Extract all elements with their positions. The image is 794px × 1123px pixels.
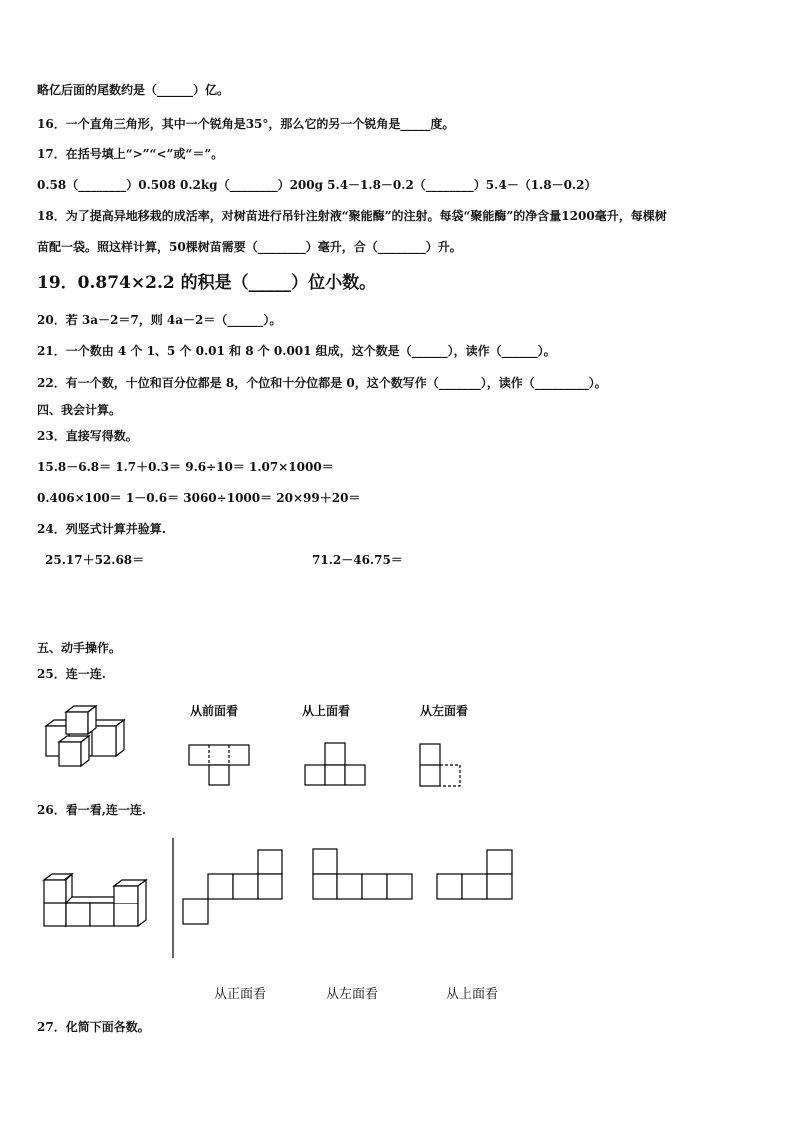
q25-cube-figure bbox=[44, 698, 144, 768]
q23-row1: 15.8－6.8＝ 1.7＋0.3＝ 9.6÷10＝ 1.07×1000＝ bbox=[37, 460, 334, 474]
q20: 20．若 3a－2＝7，则 4a－2＝（______）。 bbox=[37, 313, 282, 327]
q22: 22．有一个数，十位和百分位都是 8，个位和十分位都是 0，这个数写作（_______），读作（_________）。 bbox=[37, 376, 607, 390]
q23: 23．直接写得数。 bbox=[37, 429, 138, 443]
q21: 21．一个数由 4 个 1、5 个 0.01 和 8 个 0.001 组成，这个数是（______），读作（______）。 bbox=[37, 344, 556, 358]
q16: 16．一个直角三角形，其中一个锐角是35°，那么它的另一个锐角是_____度。 bbox=[37, 117, 455, 131]
q25-top-view-figure bbox=[305, 743, 367, 787]
q26-label-front: 从正面看 bbox=[214, 987, 267, 1002]
q26-label-left: 从左面看 bbox=[326, 987, 379, 1002]
section-5-title: 五、动手操作。 bbox=[37, 641, 122, 655]
q23-row2: 0.406×100＝ 1－0.6＝ 3060÷1000＝ 20×99＋20＝ bbox=[37, 491, 361, 505]
q25-view-front-label: 从前面看 bbox=[190, 704, 239, 718]
q26-view-a-figure bbox=[183, 850, 285, 926]
q24-expr-b: 71.2－46.75＝ bbox=[312, 553, 403, 567]
q27: 27．化简下面各数。 bbox=[37, 1020, 150, 1034]
q15-tail: 略亿后面的尾数约是（______）亿。 bbox=[37, 83, 230, 97]
q25: 25．连一连. bbox=[37, 667, 106, 681]
q18-line2: 苗配一袋。照这样计算，50棵树苗需要（________）毫升，合（________）升。 bbox=[37, 240, 462, 254]
q26-cube-figure bbox=[42, 872, 154, 928]
q26-divider bbox=[171, 838, 175, 960]
q26-label-top: 从上面看 bbox=[446, 987, 499, 1002]
q26-view-b-figure bbox=[313, 849, 415, 901]
q24-expr-a: 25.17＋52.68＝ bbox=[45, 553, 145, 567]
q25-left-view-figure bbox=[420, 744, 464, 788]
q17-items: 0.58（________）0.508 0.2kg（________）200g 5.4－1.8－0.2（________）5.4－（1.8－0.2） bbox=[37, 178, 597, 192]
q26-view-c-figure bbox=[437, 850, 515, 902]
q24: 24．列竖式计算并验算. bbox=[37, 522, 166, 536]
q25-view-top-label: 从上面看 bbox=[302, 704, 351, 718]
section-4-title: 四、我会计算。 bbox=[37, 403, 122, 417]
q26: 26．看一看,连一连. bbox=[37, 803, 147, 817]
q19: 19．0.874×2.2 的积是（_____）位小数。 bbox=[37, 273, 377, 293]
q25-view-left-label: 从左面看 bbox=[420, 704, 469, 718]
q25-front-view-figure bbox=[189, 745, 251, 787]
q17: 17．在括号填上“>”“<”或“＝”。 bbox=[37, 147, 224, 161]
q18-line1: 18．为了提高异地移栽的成活率，对树苗进行吊针注射液“聚能酶”的注射。每袋“聚能酶”的净含量1200毫升，每棵树 bbox=[37, 209, 667, 223]
